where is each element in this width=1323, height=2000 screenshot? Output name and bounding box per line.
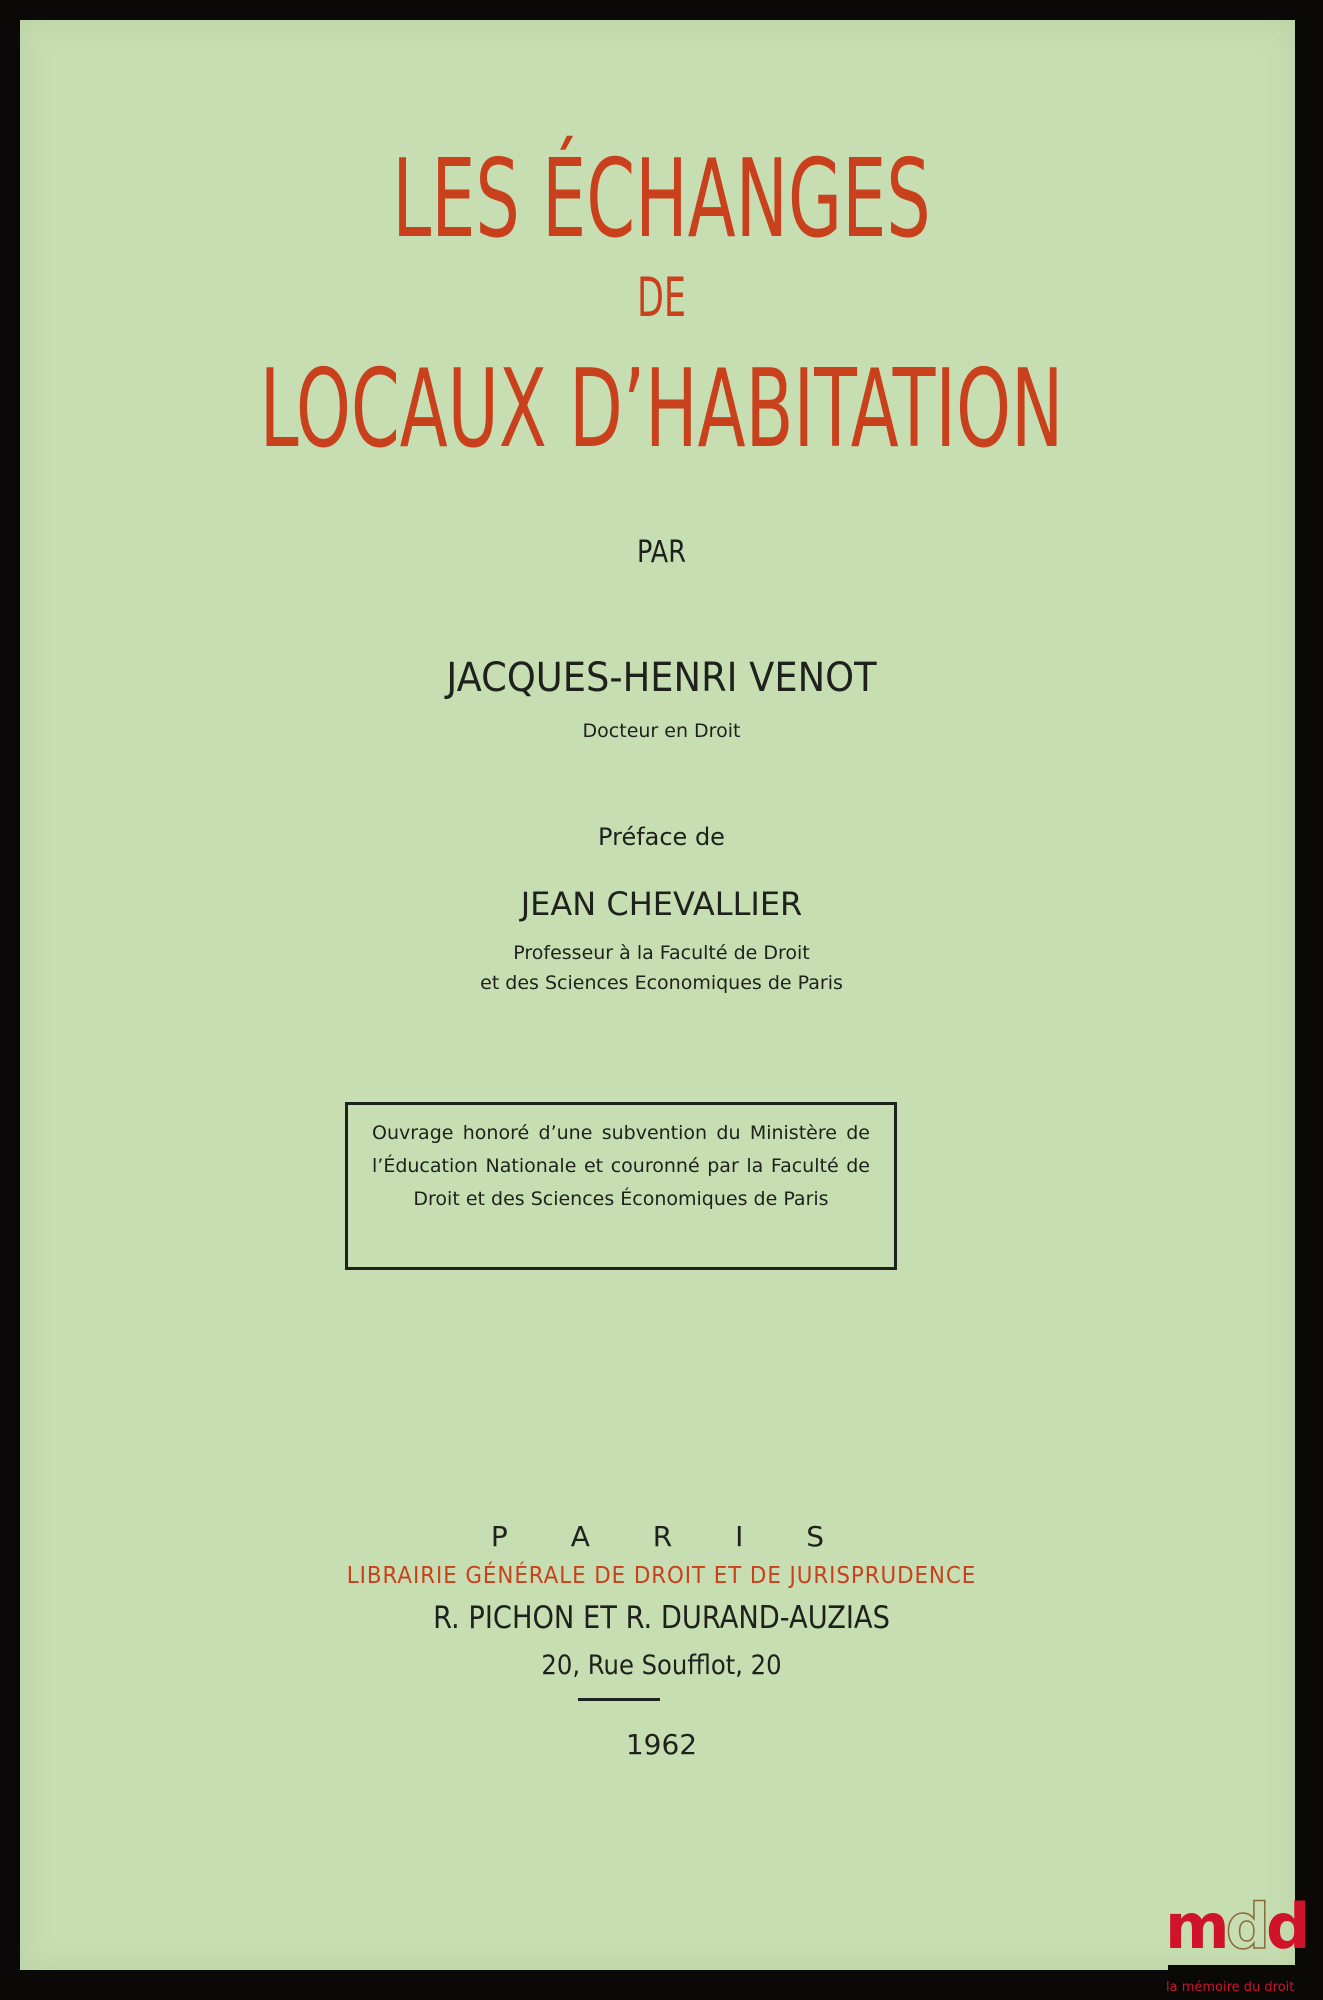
author-name: JACQUES-HENRI VENOT: [446, 655, 877, 701]
by-label: PAR: [637, 535, 686, 570]
year: 1962: [625, 1728, 698, 1761]
honor-text: Ouvrage honoré d’une subvention du Ministère de l’Éducation Nationale et couronné par la Faculté de Droit et des Sciences Économiques de Paris: [372, 1122, 870, 1210]
title-line-3: LOCAUX D’HABITATION: [259, 347, 1064, 472]
city: P A R I S: [490, 1520, 833, 1553]
logo-tagline: la mémoire du droit: [1166, 1980, 1295, 1995]
preface-author: JEAN CHEVALLIER: [520, 885, 803, 923]
preface-author-title-1: Professeur à la Faculté de Droit: [513, 942, 810, 964]
title-line-1: LES ÉCHANGES: [392, 137, 931, 262]
author-title: Docteur en Droit: [582, 720, 741, 742]
logo-bar: [1168, 1965, 1306, 1972]
preface-label: Préface de: [598, 823, 725, 851]
address: 20, Rue Soufflot, 20: [541, 1650, 782, 1681]
logo-d: d: [1266, 1890, 1307, 1963]
preface-author-title-2: et des Sciences Economiques de Paris: [480, 972, 843, 994]
divider-rule: [578, 1698, 660, 1701]
mdd-logo: [1165, 1890, 1306, 1963]
publisher-owners: R. PICHON ET R. DURAND-AUZIAS: [433, 1600, 890, 1636]
logo-d-outline: d: [1225, 1890, 1266, 1963]
honor-box: [345, 1102, 897, 1270]
logo-m: m: [1165, 1890, 1226, 1963]
publisher: LIBRAIRIE GÉNÉRALE DE DROIT ET DE JURISPRUDENCE: [346, 1563, 977, 1589]
title-line-2: DE: [636, 266, 687, 329]
